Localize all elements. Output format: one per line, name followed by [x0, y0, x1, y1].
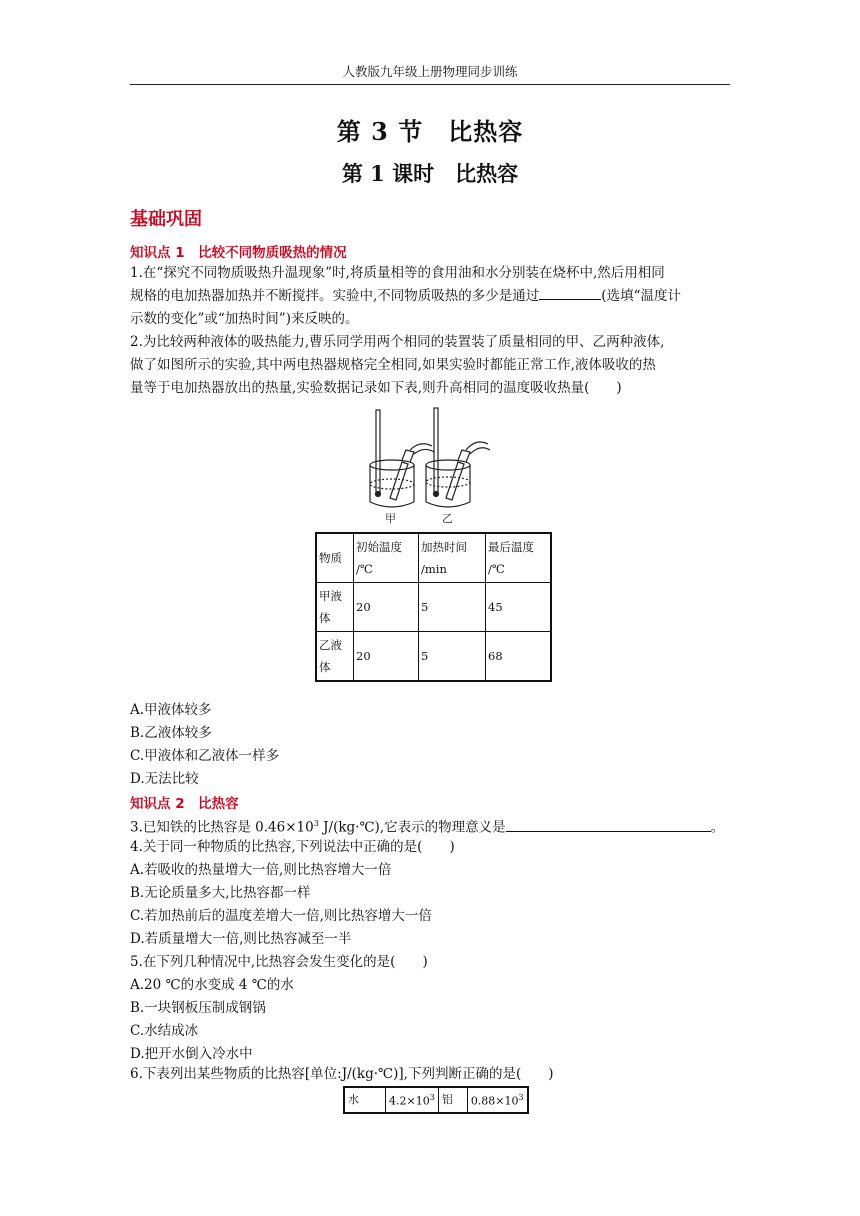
table-cell: 水 [344, 1087, 386, 1113]
experiment-table [315, 532, 552, 682]
thermometer-a [376, 410, 381, 497]
table-row [316, 583, 551, 632]
table-cell: $0.88\times 10^3$ [467, 1087, 527, 1113]
table-cell: 甲液 体 [316, 583, 354, 632]
experiment-figure [360, 402, 500, 527]
table-header-row [316, 533, 551, 583]
q5-option-c[interactable]: C.水结成冰 [130, 1023, 199, 1039]
q1-line-2 [130, 285, 740, 308]
header-rule [130, 84, 730, 85]
section-heading: 基础巩固 [130, 209, 202, 230]
table-row [316, 632, 551, 682]
section-title: 第 3 节 比热容 [336, 117, 524, 146]
specific-heat-table [343, 1086, 529, 1114]
table-cell: 68 [486, 632, 552, 682]
q3-exponent: 3 [313, 819, 319, 828]
q1-line-1: 1.在“探究不同物质吸热升温现象”时,将质量相等的食用油和水分别装在烧杯中,然后用相同 [130, 265, 665, 281]
q2-option-b[interactable]: B.乙液体较多 [130, 725, 212, 741]
q4-stem: 4.关于同一种物质的比热容,下列说法中正确的是( ) [130, 839, 455, 855]
q4-option-b[interactable]: B.无论质量多大,比热容都一样 [130, 885, 311, 901]
header-cell: 最后温度 /℃ [486, 533, 552, 583]
q3-answer-blank[interactable] [506, 817, 711, 832]
header-cell: 加热时间 /min [419, 533, 486, 583]
q3-text-c: 。 [710, 819, 725, 836]
header-cell: 初始温度 /℃ [354, 533, 419, 583]
knowledge-point-2: 知识点 2 比热容 [130, 796, 239, 812]
heater-b [446, 442, 490, 500]
q2-option-d[interactable]: D.无法比较 [130, 771, 199, 787]
thermometer-b [434, 408, 439, 497]
q2-line-2: 做了如图所示的实验,其中两电热器规格完全相同,如果实验时都能正常工作,液体吸收的热 [130, 357, 656, 373]
q5-option-d[interactable]: D.把开水倒入冷水中 [130, 1046, 253, 1062]
q2-line-3: 量等于电加热器放出的热量,实验数据记录如下表,则升高相同的温度吸收热量( ) [130, 380, 622, 396]
q2-line-1: 2.为比较两种液体的吸热能力,曹乐同学用两个相同的装置装了质量相同的甲、乙两种液体, [130, 334, 665, 350]
table-cell: $4.2\times 10^3$ [386, 1087, 439, 1113]
q5-stem: 5.在下列几种情况中,比热容会发生变化的是( ) [130, 954, 428, 970]
page-header: 人教版九年级上册物理同步训练 [342, 64, 518, 79]
q5-option-a[interactable]: A.20 ℃的水变成 4 ℃的水 [130, 977, 294, 993]
q3-text-b: J/(kg·℃),它表示的物理意义是 [318, 819, 506, 836]
table-cell: 45 [486, 583, 552, 632]
q1-answer-blank[interactable] [539, 285, 601, 300]
table-cell: 20 [354, 632, 419, 682]
q3-text-a: 3.已知铁的比热容是 0.46×10 [130, 819, 314, 836]
table-cell: 乙液 体 [316, 632, 354, 682]
table-cell: 5 [419, 583, 486, 632]
q6-stem: 6.下表列出某些物质的比热容[单位:J/(kg·℃)],下列判断正确的是( ) [130, 1066, 554, 1082]
table-cell: 5 [419, 632, 486, 682]
table-row [344, 1087, 528, 1113]
table-cell: 20 [354, 583, 419, 632]
heater-a [390, 444, 434, 500]
label-yi: 乙 [442, 512, 453, 525]
q4-option-c[interactable]: C.若加热前后的温度差增大一倍,则比热容增大一倍 [130, 908, 432, 924]
table-cell: 铝 [438, 1087, 467, 1113]
lesson-title: 第 1 课时 比热容 [341, 161, 519, 186]
q2-option-a[interactable]: A.甲液体较多 [130, 702, 212, 718]
q2-option-c[interactable]: C.甲液体和乙液体一样多 [130, 748, 280, 764]
header-cell: 物质 [316, 533, 354, 583]
q1-line-2-tail: (选填“温度计 [601, 288, 681, 304]
q1-line-3: 示数的变化”或“加热时间”)来反映的。 [130, 311, 359, 327]
q4-option-d[interactable]: D.若质量增大一倍,则比热容减至一半 [130, 931, 352, 947]
q4-option-a[interactable]: A.若吸收的热量增大一倍,则比热容增大一倍 [130, 862, 392, 878]
knowledge-point-1: 知识点 1 比较不同物质吸热的情况 [130, 245, 347, 261]
q5-option-b[interactable]: B.一块钢板压制成钢锅 [130, 1000, 266, 1016]
label-jia: 甲 [385, 512, 396, 525]
q1-line-2-text: 规格的电加热器加热并不断搅拌。实验中,不同物质吸热的多少是通过 [130, 288, 540, 304]
